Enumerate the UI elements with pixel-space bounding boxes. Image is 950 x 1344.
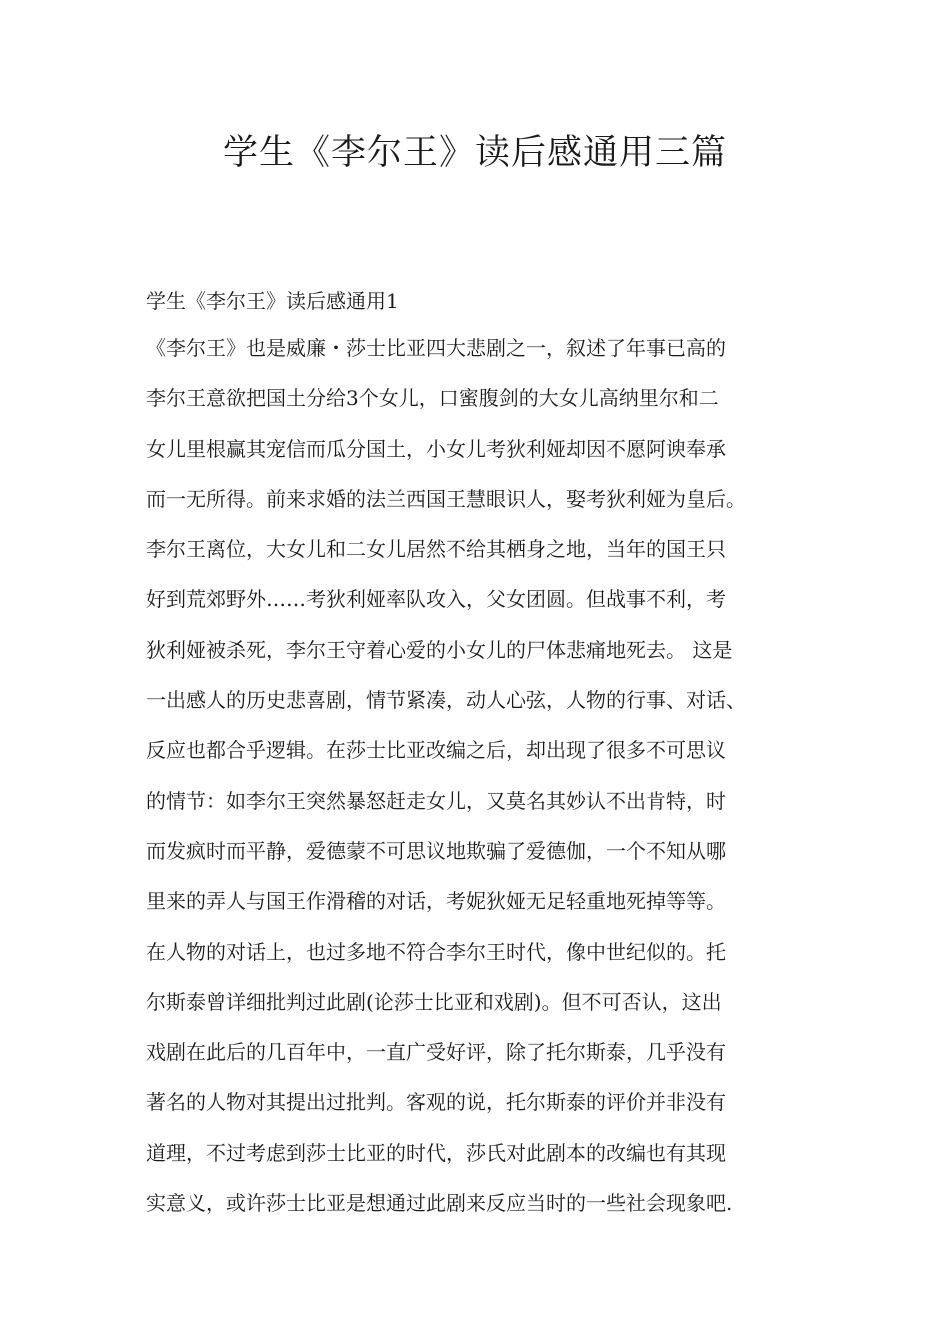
- body-line: 狄利娅被杀死，李尔王守着心爱的小女儿的尸体悲痛地死去。 这是: [146, 637, 733, 662]
- body-line: 道理，不过考虑到莎士比亚的时代，莎氏对此剧本的改编也有其现: [146, 1140, 726, 1165]
- document-title: 学生《李尔王》读后感通用三篇: [222, 133, 727, 173]
- body-line: 而发疯时而平静，爱德蒙不可思议地欺骗了爱德伽，一个不知从哪: [146, 838, 726, 863]
- body-line: 在人物的对话上，也过多地不符合李尔王时代，像中世纪似的。托: [146, 939, 726, 964]
- body-line: 戏剧在此后的几百年中，一直广受好评，除了托尔斯泰，几乎没有: [146, 1040, 726, 1065]
- body-line: 李尔王离位，大女儿和二女儿居然不给其栖身之地，当年的国王只: [146, 537, 726, 562]
- body-line: 的情节：如李尔王突然暴怒赶走女儿，又莫名其妙认不出肯特，时: [146, 788, 726, 813]
- body-line: 尔斯泰曾详细批判过此剧(论莎士比亚和戏剧)。但不可否认，这出: [146, 989, 722, 1014]
- body-line: 女儿里根赢其宠信而瓜分国土，小女儿考狄利娅却因不愿阿谀奉承: [146, 436, 726, 461]
- section-heading: 学生《李尔王》读后感通用1: [146, 289, 399, 313]
- body-line: 著名的人物对其提出过批判。客观的说，托尔斯泰的评价并非没有: [146, 1090, 726, 1115]
- body-line: 一出感人的历史悲喜剧，情节紧凑，动人心弦，人物的行事、对话、: [146, 688, 746, 713]
- body-line: 好到荒郊野外……考狄利娅率队攻入，父女团圆。但战事不利，考: [146, 587, 726, 612]
- body-text: [146, 333, 836, 1238]
- body-line: 《李尔王》也是威廉・莎士比亚四大悲剧之一，叙述了年事已高的: [146, 336, 726, 360]
- body-line: 而一无所得。前来求婚的法兰西国王慧眼识人，娶考狄利娅为皇后。: [146, 486, 746, 511]
- body-line: 里来的弄人与国王作滑稽的对话，考妮狄娅无足轻重地死掉等等。: [146, 889, 726, 914]
- body-line: 李尔王意欲把国土分给3个女儿，口蜜腹剑的大女儿高纳里尔和二: [146, 386, 719, 411]
- body-line: 反应也都合乎逻辑。在莎士比亚改编之后，却出现了很多不可思议: [146, 738, 726, 763]
- body-line: 实意义，或许莎士比亚是想通过此剧来反应当时的一些社会现象吧.: [146, 1191, 733, 1216]
